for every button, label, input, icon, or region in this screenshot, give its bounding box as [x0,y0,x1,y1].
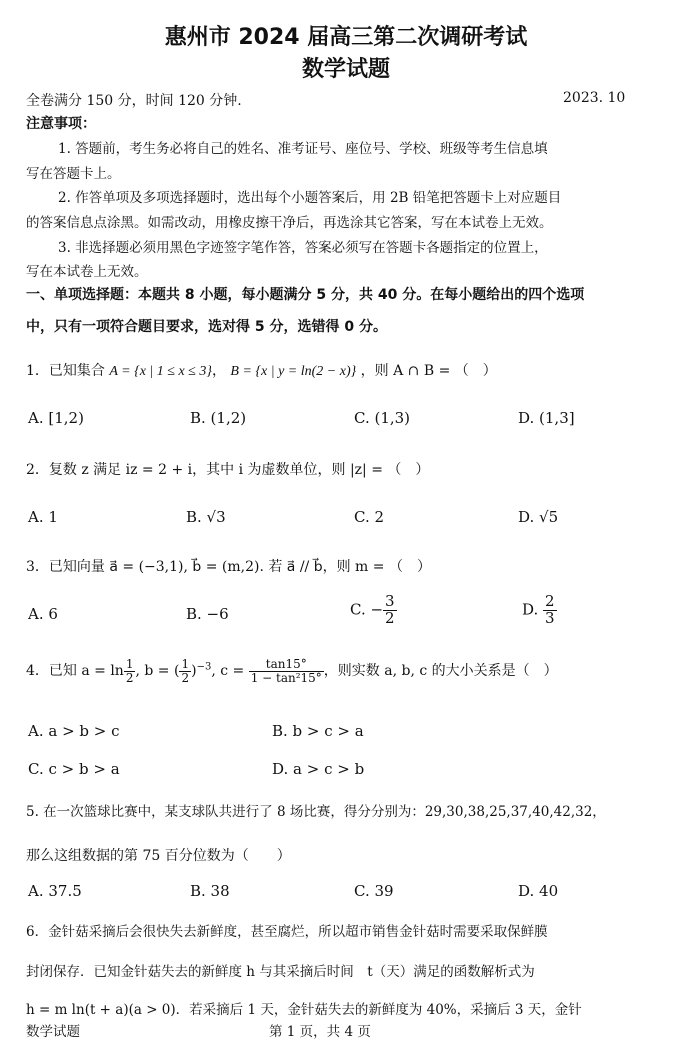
q3-option-d-prefix: D. [522,600,544,619]
q3-option-c-fraction [383,594,397,627]
q6-line1: 6．金针菇采摘后会很快失去新鲜度，甚至腐烂，所以超市销售金针菇时需要采取保鲜膜 [26,924,548,940]
note-2a: 2. 作答单项及多项选择题时，选出每个小题答案后，用 2B 铅笔把答题卡上对应题目 [58,190,562,206]
q4-stem [26,658,558,684]
q4-fraction-2 [179,658,191,684]
q4-mid3: , c = [211,663,245,680]
q4-exponent: −3 [196,661,212,673]
note-3b: 写在本试卷上无效。 [26,264,148,280]
q4-fraction-1-numerator: 1 [125,657,134,671]
q3-option-c-prefix: C. − [350,600,384,619]
q5-line2: 那么这组数据的第 75 百分位数为（ ） [26,848,291,864]
q4-mid2: ) [191,663,197,680]
q2-stem: 2．复数 z 满足 iz = 2 + i，其中 i 为虚数单位，则 |z| = （ ） [26,462,430,478]
exam-subtitle: 数学试题 [301,57,390,82]
q4-option-b[interactable]: B. b > c > a [272,722,364,740]
q4-fraction-1 [124,658,136,684]
note-1b: 写在答题卡上。 [26,166,121,182]
section1-line2: 中，只有一项符合题目要求，选对得 5 分，选错得 0 分。 [26,319,387,335]
q6-line3: h = m ln(t + a)(a > 0)．若采摘后 1 天，金针菇失去的新鲜度为 40%，采摘后 3 天，金针 [26,1002,582,1018]
q1-option-a[interactable]: A. [1,2) [28,409,84,427]
q4-fraction-1-denominator: 2 [125,670,134,685]
q1-set-b: B = {x | y = ln(2 − x)} [230,364,357,379]
q2-option-d[interactable]: D. √5 [518,508,559,526]
q1-option-d[interactable]: D. (1,3] [518,409,575,427]
q4-mid1: , b = ( [135,663,180,680]
exam-date: 2023. 10 [563,90,626,106]
q2-option-b[interactable]: B. √3 [186,508,226,526]
q3-option-d-denominator: 3 [545,608,555,627]
q1-set-a: A = {x | 1 ≤ x ≤ 3} [109,364,212,379]
q1-option-c[interactable]: C. (1,3) [354,409,411,427]
q1-prefix: 1．已知集合 [26,363,105,379]
score-time: 全卷满分 150 分，时间 120 分钟. [26,93,242,109]
q3-option-d-fraction [543,594,557,627]
q3-option-d-numerator: 2 [545,592,555,610]
page-footer-partial: 数学试题 第 1 页，共 4 页 [26,1024,371,1040]
q4-fraction-2-denominator: 2 [181,670,190,685]
q6-line2: 封闭保存．已知金针菇失去的新鲜度 h 与其采摘后时间 t（天）满足的函数解析式为 [26,964,535,980]
note-2b: 的答案信息点涂黑。如需改动，用橡皮擦干净后，再选涂其它答案，写在本试卷上无效。 [26,215,553,231]
note-1a: 1. 答题前，考生务必将自己的姓名、准考证号、座位号、学校、班级等考生信息填 [58,141,548,157]
q3-option-a[interactable]: A. 6 [28,605,58,623]
exam-title: 惠州市 2024 届高三第二次调研考试 [164,25,528,50]
q2-option-c[interactable]: C. 2 [354,508,385,526]
q5-line1: 5. 在一次篮球比赛中，某支球队共进行了 8 场比赛，得分分别为：29,30,38,25,37,40,42,32， [26,804,606,820]
q3-option-c[interactable] [350,594,397,627]
q4-option-a[interactable]: A. a > b > c [28,722,120,740]
q4-fraction-3-denominator: 1 − tan²15° [250,670,322,685]
q5-option-b[interactable]: B. 38 [190,882,230,900]
q5-option-a[interactable]: A. 37.5 [28,882,82,900]
q1-sep: ， [211,363,226,379]
q1-stem [26,360,497,380]
q4-fraction-3-numerator: tan15° [249,658,324,672]
q2-option-a[interactable]: A. 1 [28,508,58,526]
q4-prefix: 4．已知 a = ln [26,663,124,680]
q3-option-c-denominator: 2 [385,608,395,627]
q5-option-d[interactable]: D. 40 [518,882,559,900]
q1-option-b[interactable]: B. (1,2) [190,409,247,427]
note-3a: 3. 非选择题必须用黑色字迹签字笔作答，答案必须写在答题卡各题指定的位置上， [58,240,548,256]
q3-option-b[interactable]: B. −6 [186,605,229,623]
q1-suffix: ，则 A ∩ B = （ ） [360,363,497,379]
q4-fraction-3 [249,658,324,684]
notes-heading: 注意事项： [26,116,96,132]
q5-option-c[interactable]: C. 39 [354,882,394,900]
q4-suffix: ，则实数 a, b, c 的大小关系是（ ） [323,663,558,680]
q4-option-d[interactable]: D. a > c > b [272,760,365,778]
section1-line1: 一、单项选择题：本题共 8 小题，每小题满分 5 分，共 40 分。在每小题给出的四个选项 [26,287,585,303]
q4-fraction-2-numerator: 1 [181,657,190,671]
q4-option-c[interactable]: C. c > b > a [28,760,120,778]
q3-option-c-numerator: 3 [385,592,395,610]
q3-option-d[interactable] [522,594,557,627]
q3-stem: 3．已知向量 a⃗ = (−3,1), b⃗ = (m,2). 若 a⃗ // b⃗，则 m = （ ） [26,559,431,575]
